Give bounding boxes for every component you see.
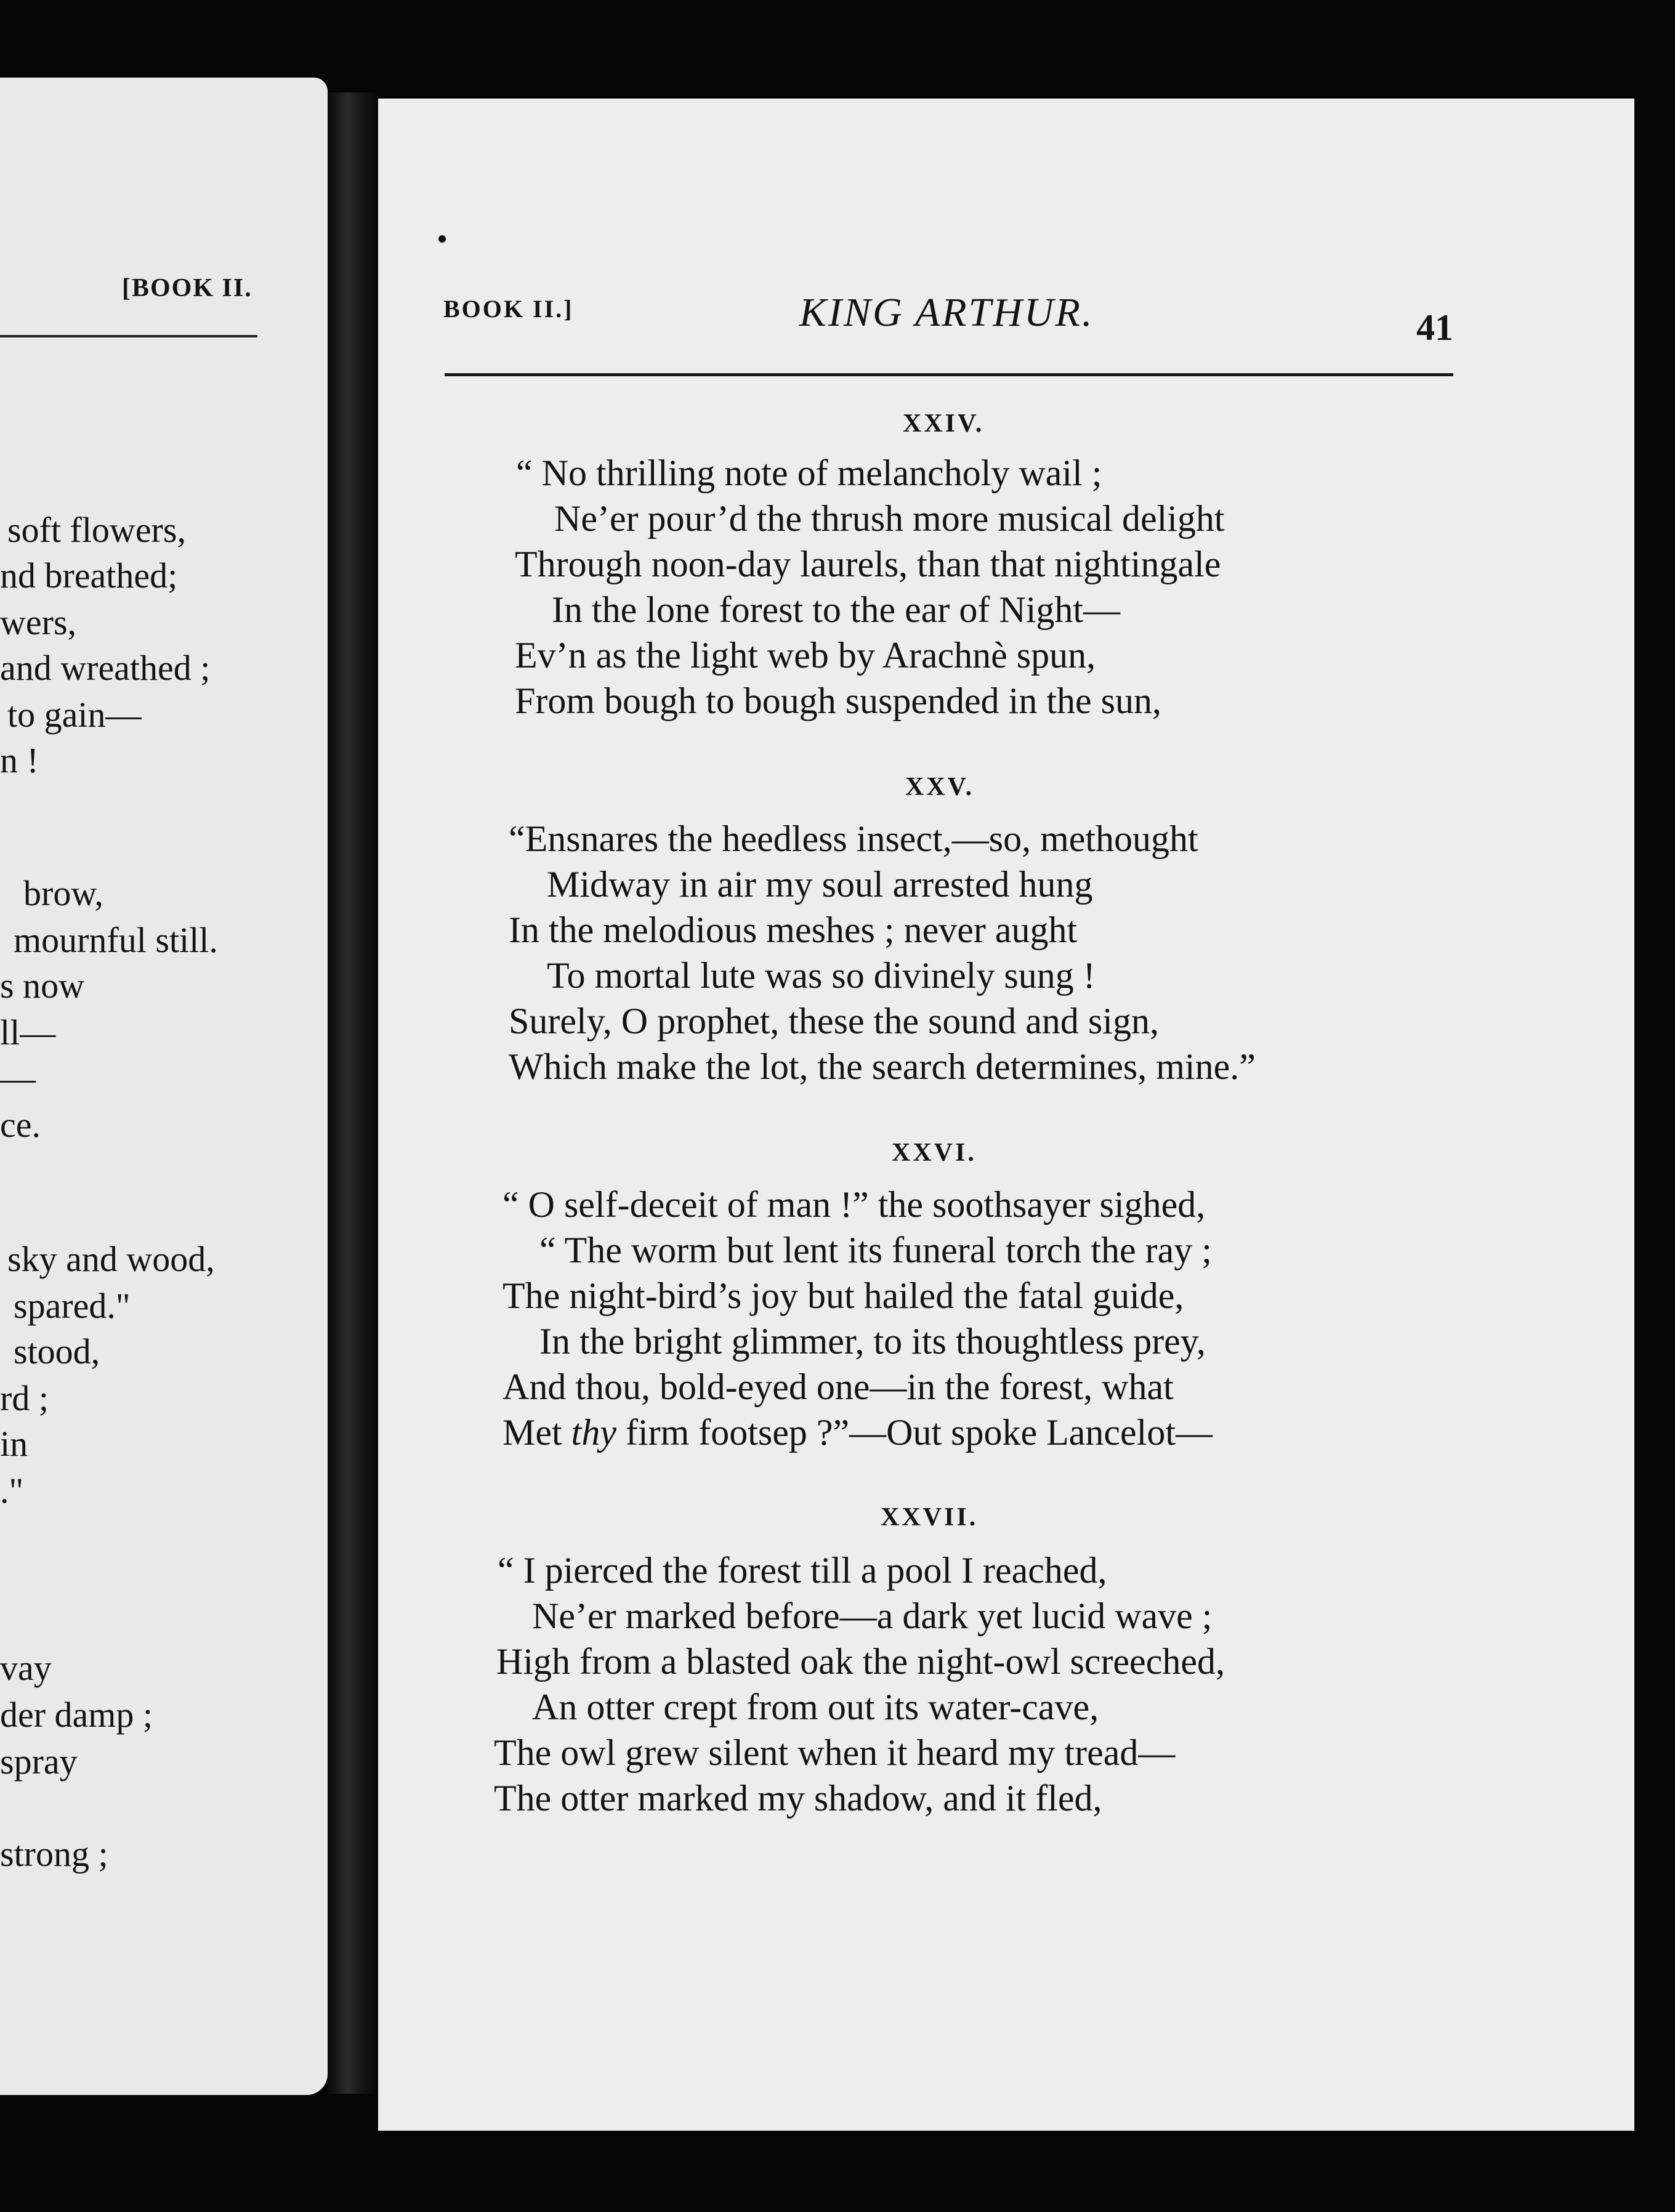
verse-line: “ The worm but lent its funeral torch the ray ; xyxy=(539,1230,1212,1270)
verse-line: Surely, O prophet, these the sound and sign, xyxy=(509,1001,1159,1041)
verse-line: Ev’n as the light web by Arachnè spun, xyxy=(515,635,1096,676)
verse-line: Through noon-day laurels, than that nightingale xyxy=(515,544,1221,584)
header-rule xyxy=(445,373,1453,376)
running-title: KING ARTHUR. xyxy=(799,290,1094,335)
verse-text: firm footsep ?”—Out spoke Lancelot— xyxy=(625,1412,1213,1453)
verse-line: “ No thrilling note of melancholy wail ; xyxy=(516,453,1102,493)
verse-line: From bough to bough suspended in the sun, xyxy=(515,680,1161,721)
verse-line: High from a blasted oak the night-owl screeched, xyxy=(496,1641,1225,1682)
stanza-number: XXIV. xyxy=(903,410,985,438)
verse-line: To mortal lute was so divinely sung ! xyxy=(547,955,1096,996)
left-line: n ! xyxy=(0,740,39,780)
verse-line: In the melodious meshes ; never aught xyxy=(509,910,1078,950)
left-line: brow, xyxy=(23,873,103,913)
left-line: vay xyxy=(0,1648,52,1688)
left-line: mournful still. xyxy=(14,920,218,960)
verse-line: “ O self-deceit of man !” the soothsayer sighed, xyxy=(502,1184,1206,1225)
verse-line: In the lone forest to the ear of Night— xyxy=(552,589,1121,630)
verse-line: Ne’er pour’d the thrush more musical delight xyxy=(554,498,1225,539)
left-line: ." xyxy=(0,1471,24,1511)
book-gutter xyxy=(328,92,378,2094)
left-line: to gain— xyxy=(7,695,142,735)
left-line: — xyxy=(0,1058,36,1098)
left-line: der damp ; xyxy=(0,1695,153,1735)
left-line: s now xyxy=(0,966,84,1006)
verse-line: The night-bird’s joy but hailed the fatal guide, xyxy=(502,1275,1184,1316)
verse-line: In the bright glimmer, to its thoughtless prey, xyxy=(539,1321,1206,1362)
left-line: ce. xyxy=(0,1105,41,1145)
left-line: stood, xyxy=(14,1331,100,1371)
verse-line: Which make the lot, the search determines, mine.” xyxy=(509,1046,1256,1087)
verse-line: An otter crept from out its water-cave, xyxy=(532,1687,1099,1727)
print-speck xyxy=(438,235,446,243)
left-line: nd breathed; xyxy=(0,555,178,595)
verse-line: “Ensnares the heedless insect,—so, methought xyxy=(509,818,1198,859)
page-number: 41 xyxy=(1416,307,1453,348)
left-line: sky and wood, xyxy=(7,1239,215,1279)
left-line: rd ; xyxy=(0,1378,49,1418)
verse-line: Ne’er marked before—a dark yet lucid wave ; xyxy=(532,1596,1213,1636)
left-line: ll— xyxy=(0,1012,56,1052)
left-line: strong ; xyxy=(0,1834,108,1874)
left-line: soft flowers, xyxy=(7,510,186,550)
verse-emphasis: thy xyxy=(571,1412,616,1453)
left-line: spray xyxy=(0,1742,78,1782)
running-head-book: BOOK II.] xyxy=(443,295,574,323)
left-running-head: [BOOK II. xyxy=(122,274,252,302)
verse-line: “ I pierced the forest till a pool I reached, xyxy=(498,1550,1107,1591)
left-line: wers, xyxy=(0,602,77,642)
verse-text: Met xyxy=(502,1412,562,1453)
right-page xyxy=(378,99,1634,2131)
left-header-rule xyxy=(0,335,257,337)
left-line: and wreathed ; xyxy=(0,648,211,688)
verse-line xyxy=(502,1414,1213,1451)
left-line: spared." xyxy=(14,1286,131,1326)
stanza-number: XXVI. xyxy=(892,1139,977,1167)
verse-line: Midway in air my soul arrested hung xyxy=(547,864,1093,905)
verse-line: The owl grew silent when it heard my tread— xyxy=(494,1732,1176,1773)
verse-line: And thou, bold-eyed one—in the forest, what xyxy=(502,1366,1174,1407)
stanza-number: XXV. xyxy=(905,773,975,801)
verse-line: The otter marked my shadow, and it fled, xyxy=(494,1778,1102,1818)
left-line: in xyxy=(0,1424,28,1464)
left-page xyxy=(0,78,328,2095)
stanza-number: XXVII. xyxy=(881,1503,979,1532)
